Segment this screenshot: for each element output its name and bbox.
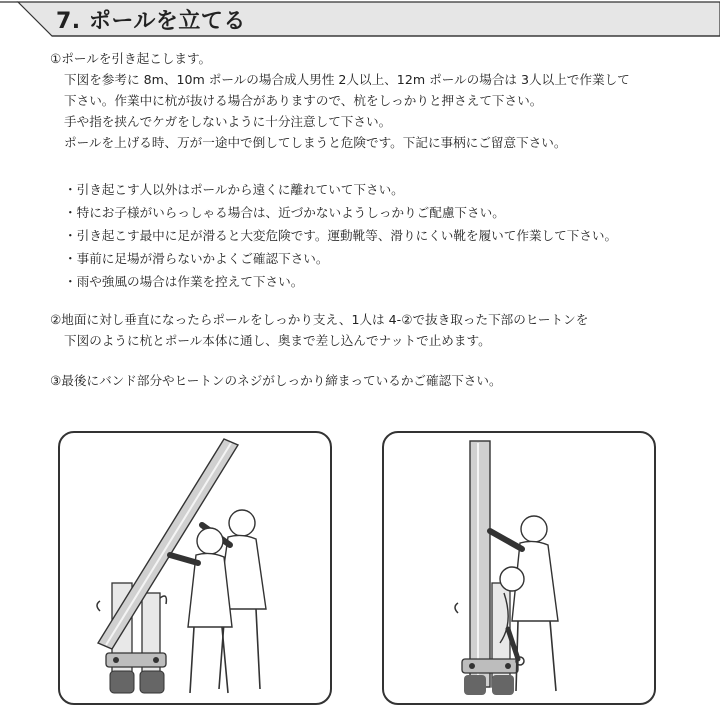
step1-line: 下さい。作業中に杭が抜ける場合がありますので、杭をしっかりと押さえて下さい。: [64, 93, 543, 108]
step1-line: ポールを上げる時、万が一途中で倒してしまうと危険です。下記に事柄にご留意下さい。: [64, 135, 567, 150]
caution-item: ・事前に足場が滑らないかよくご確認下さい。: [64, 251, 329, 266]
caution-item: ・引き起こす人以外はポールから遠くに離れていて下さい。: [64, 182, 404, 197]
fastening-pole-drawing: [384, 433, 654, 703]
illustration-fastening-pole: [382, 431, 656, 705]
step2-line: ②地面に対し垂直になったらポールをしっかり支え、1人は 4-②で抜き取った下部のヒートンを: [50, 312, 589, 327]
step1-block: [50, 48, 712, 153]
raising-pole-drawing: [60, 433, 330, 703]
step1-heading: ①ポールを引き起こします。: [50, 51, 212, 66]
step1-line: 手や指を挟んでケガをしないように十分注意して下さい。: [64, 114, 392, 129]
caution-item: ・特にお子様がいらっしゃる場合は、近づかないようしっかりご配慮下さい。: [64, 205, 505, 220]
step2-block: [50, 309, 712, 351]
step2-line: 下図のように杭とポール本体に通し、奥まで差し込んでナットで止めます。: [64, 333, 491, 348]
caution-list: [64, 178, 714, 293]
caution-item: ・引き起こす最中に足が滑ると大変危険です。運動靴等、滑りにくい靴を履いて作業して下さい。: [64, 228, 618, 243]
step3-block: [50, 370, 712, 391]
caution-item: ・雨や強風の場合は作業を控えて下さい。: [64, 274, 304, 289]
page-title: 7. ポールを立てる: [56, 9, 246, 34]
step3-text: ③最後にバンド部分やヒートンのネジがしっかり締まっているかご確認下さい。: [50, 373, 502, 388]
illustration-raising-pole: [58, 431, 332, 705]
section-header: [0, 0, 720, 40]
step1-line: 下図を参考に 8m、10m ポールの場合成人男性 2人以上、12m ポールの場合は 3人以上で作業して: [64, 72, 630, 87]
